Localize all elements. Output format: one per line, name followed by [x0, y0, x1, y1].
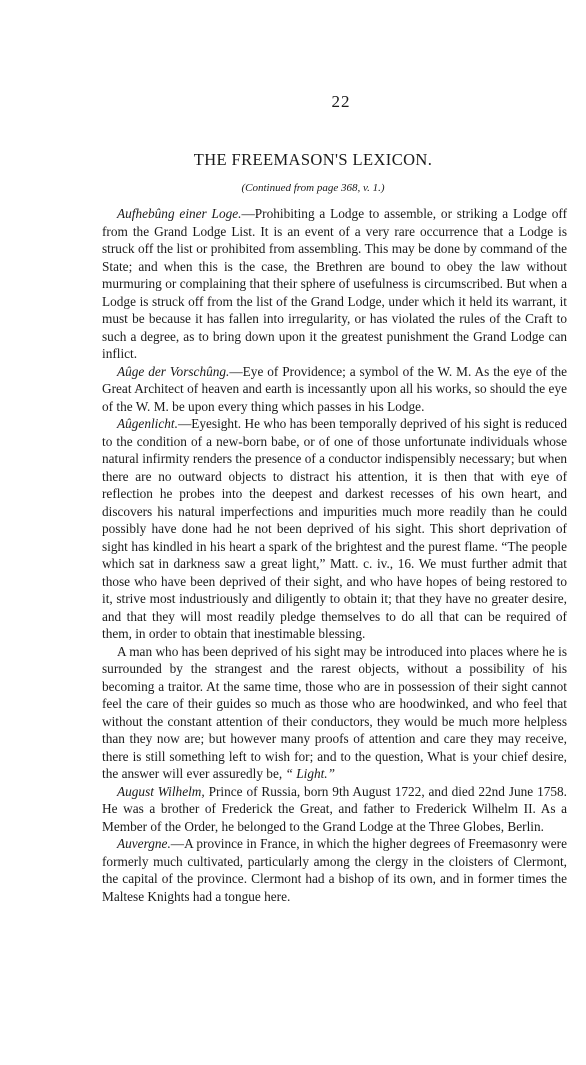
entry-headword: Aûgenlicht. — [117, 416, 178, 431]
lexicon-entry-augenlicht-continued — [102, 643, 567, 783]
lexicon-entry-aufhebung — [102, 205, 567, 363]
entry-text: —Eyesight. He who has been temporally deprived of his sight is reduced to the condition of a new-born babe, or of one of those unfortunate individuals whose natural infirmity renders the presence of a conductor indispensibly necessary; but when there are no outward objects to distract his attention, it is then that with eye of reflection he probes into the deepest and darkest recesses of his own heart, and discovers his natural imperfections and impurities much more readily than he could possibly have done had he not been deprived of his sight. This short deprivation of sight has kindled in his heart a spark of the brightest and the purest flame. “The people which sat in darkness saw a great light,” Matt. c. iv., 16. We must further admit that those who have been deprived of their sight, and who have hopes of being restored to it, strive most industriously and diligently to obtain it; that they have no greater desire, and that they will most readily pledge themselves to do all that can be required of them, in order to obtain that inestimable blessing. — [102, 416, 567, 641]
entry-text: —A province in France, in which the higher degrees of Freemasonry were formerly much cultivated, particularly among the clergy in the cloisters of Clermont, the capital of the province. Clermont had a bishop of its own, and in former times the Maltese Knights had a tongue here. — [102, 836, 567, 904]
entry-text: A man who has been deprived of his sight may be introduced into places where he is surrounded by the strangest and the rarest objects, without a possibility of his becoming a traitor. At the same time, those who are in possession of their sight cannot feel the care of their guides so much as those who are hoodwinked, and who feel that without the constant attention of their conductors, they would be much more helpless than they now are; but however many proofs of attention and care they may receive, there is still something left to wish for; and to the question, What is your chief desire, the answer will ever assuredly be, — [102, 643, 567, 781]
lexicon-body — [102, 205, 567, 905]
lexicon-entry-auge-der-vorschung — [102, 363, 567, 416]
entry-headword: Auvergne. — [117, 836, 171, 851]
entry-headword: Aûge der Vorschûng. — [117, 363, 230, 379]
lexicon-entry-august-wilhelm — [102, 783, 567, 836]
lexicon-entry-augenlicht — [102, 415, 567, 643]
entry-headword: August Wilhelm, — [117, 783, 205, 799]
entry-italic-tail: “ Light.” — [282, 766, 336, 781]
entry-text: —Prohibiting a Lodge to assemble, or striking a Lodge off from the Grand Lodge List. It is an event of a very rare occurrence that a Lodge is struck off the list or prohibited from assembling. This may be done by command of the State; and when this is the case, the Brethren are bound to obey the law without murmuring or complaining that their sphere of usefulness is circumscribed. But when a Lodge is struck off from the list of the Grand Lodge, under which it held its warrant, it must be because it has fallen into irregularity, or has violated the rules of the Craft to such a degree, as to bring down upon it the greatest punishment the Grand Lodge can inflict. — [102, 206, 567, 361]
page-title: THE FREEMASON'S LEXICON. — [193, 150, 433, 169]
entry-text: —Eye of Providence; a symbol of the W. M. As the eye of the Great Architect of heaven and earth is incessantly upon all his works, so should the eye of the W. M. be upon every thing which passes in his Lodge. — [102, 363, 567, 414]
continuation-note: (Continued from page 368, v. 1.) — [241, 182, 385, 194]
lexicon-entry-auvergne — [102, 835, 567, 905]
entry-headword: Aufhebûng einer Loge. — [117, 206, 242, 221]
page-number: 22 — [331, 92, 351, 111]
entry-text: Prince of Russia, born 9th August 1722, and died 22nd June 1758. He was a brother of Frederick the Great, and father to Frederick Wilhelm II. As a Member of the Order, he belonged to the Grand Lodge at the Three Globes, Berlin. — [102, 783, 567, 834]
